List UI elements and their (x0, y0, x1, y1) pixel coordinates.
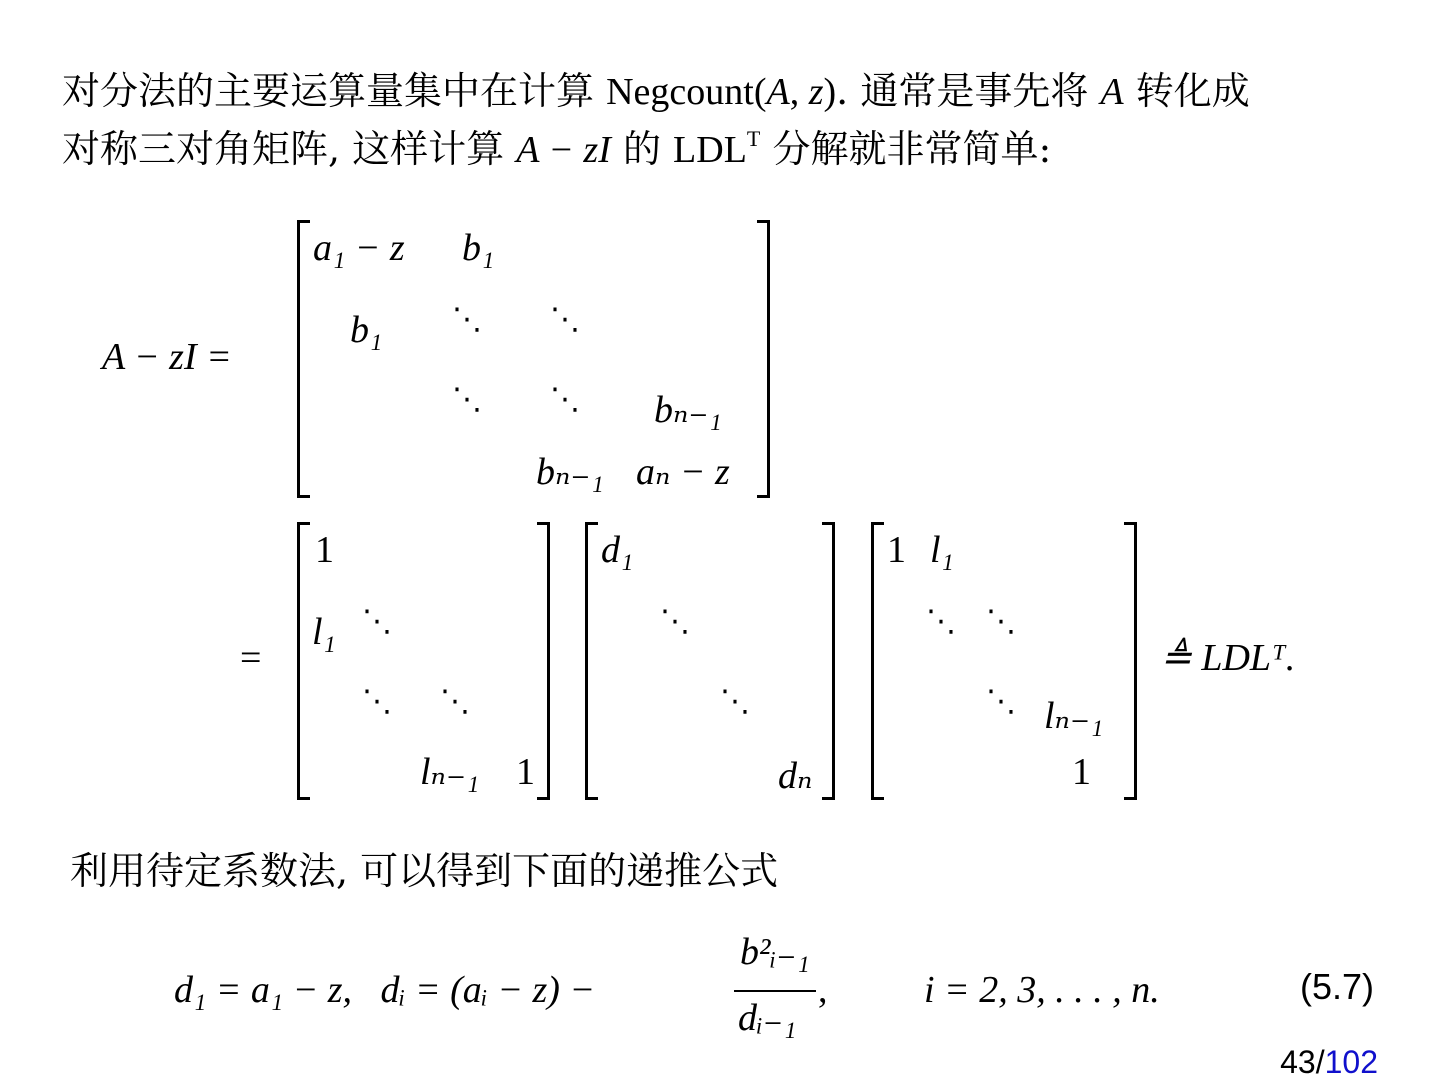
D-bracket-right (822, 522, 835, 800)
page-total-link[interactable]: 102 (1324, 1044, 1378, 1080)
paragraph-recurrence-intro: 利用待定系数法, 可以得到下面的递推公式 (70, 849, 779, 893)
entry-a1-minus-z: a₁ − z (313, 227, 405, 269)
ddots: ⋱ (926, 604, 956, 639)
page-indicator: 43/102 (1280, 1044, 1378, 1080)
ddots: ⋱ (362, 684, 392, 719)
ddots: ⋱ (986, 604, 1016, 639)
matrix-bracket-left (297, 220, 310, 498)
ddots: ⋱ (362, 604, 392, 639)
equation-number: (5.7) (1300, 966, 1375, 1007)
U-bracket-left (871, 522, 884, 800)
fraction-bar (734, 990, 816, 992)
D-bracket-left (585, 522, 598, 800)
ddots: ⋱ (986, 684, 1016, 719)
ddots: ⋱ (550, 382, 580, 417)
page-current: 43 (1280, 1044, 1316, 1080)
D-entry-dn: dₙ (778, 755, 813, 797)
entry-b1-left: b₁ (350, 309, 383, 351)
eq2-rhs: ≜ LDLᵀ. (1160, 637, 1296, 679)
L-entry-1-top: 1 (315, 529, 334, 571)
ddots: ⋱ (660, 604, 690, 639)
U-entry-ln1: lₙ₋₁ (1044, 695, 1104, 737)
eq3-numerator: b²ᵢ₋₁ (740, 931, 810, 973)
ddots: ⋱ (720, 684, 750, 719)
L-bracket-right (537, 522, 550, 800)
U-entry-1-top: 1 (887, 529, 906, 571)
L-entry-ln1: lₙ₋₁ (420, 751, 480, 793)
U-bracket-right (1124, 522, 1137, 800)
eq3-range: i = 2, 3, . . . , n. (924, 969, 1160, 1011)
eq1-lhs: A − zI = (102, 336, 232, 378)
L-entry-1-bottom: 1 (516, 751, 535, 793)
paragraph-line-1: 对分法的主要运算量集中在计算 Negcount(A, z). 通常是事先将 A 转化成 (62, 69, 1250, 113)
ddots: ⋱ (452, 382, 482, 417)
eq3-comma: , (818, 969, 828, 1011)
L-entry-l1: l₁ (312, 611, 336, 653)
U-entry-l1: l₁ (930, 529, 954, 571)
eq2-equals: = (240, 637, 262, 679)
paragraph-line-2: 对称三对角矩阵, 这样计算 A − zI 的 $LDL^T$ 分解就非常简单: (62, 126, 1052, 171)
entry-bn1-right: bₙ₋₁ (654, 389, 722, 431)
eq3-lhs: d₁ = a₁ − z, dᵢ = (aᵢ − z) − (174, 969, 596, 1011)
ddots: ⋱ (440, 684, 470, 719)
entry-an-minus-z: aₙ − z (636, 451, 730, 493)
ddots: ⋱ (550, 302, 580, 337)
ddots: ⋱ (452, 302, 482, 337)
entry-bn1-bottom: bₙ₋₁ (536, 451, 604, 493)
L-bracket-left (297, 522, 310, 800)
D-entry-d1: d₁ (601, 529, 634, 571)
U-entry-1-bottom: 1 (1072, 751, 1091, 793)
matrix-bracket-right (757, 220, 770, 498)
entry-b1-top: b₁ (462, 227, 495, 269)
eq3-denominator: dᵢ₋₁ (738, 997, 797, 1039)
